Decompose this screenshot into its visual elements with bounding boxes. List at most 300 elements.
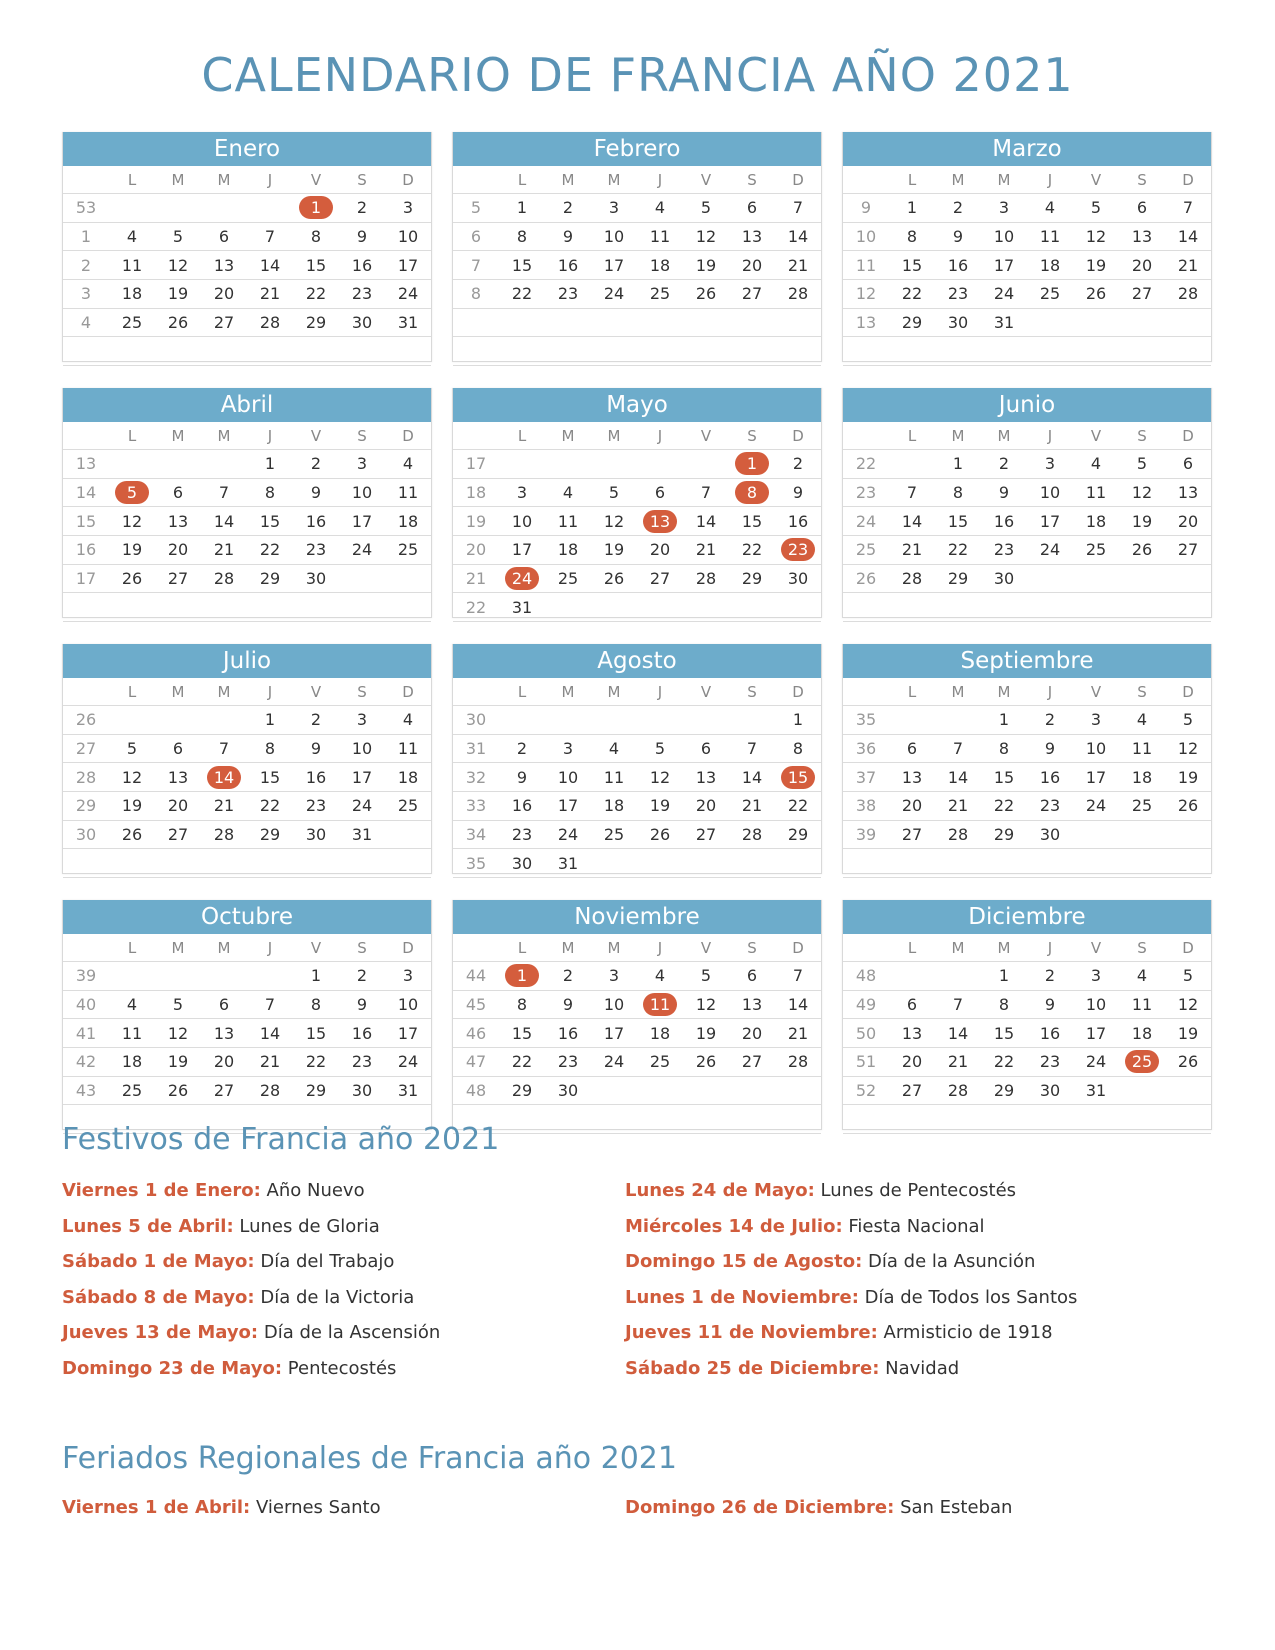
week-number-header <box>63 166 109 194</box>
day-cell: 3 <box>339 450 385 479</box>
day-cell: 20 <box>1119 251 1165 280</box>
week-number: 49 <box>843 990 889 1019</box>
day-cell: 16 <box>775 507 821 536</box>
month-days-table <box>843 934 1211 1134</box>
day-cell <box>201 849 247 878</box>
holiday-day: 24 <box>505 567 539 590</box>
day-cell: 16 <box>545 251 591 280</box>
day-cell: 15 <box>889 251 935 280</box>
day-cell: 8 <box>981 734 1027 763</box>
holiday-entry <box>625 1180 1016 1201</box>
month-septiembre <box>842 644 1212 874</box>
holiday-day: 5 <box>115 481 149 504</box>
week-number <box>63 849 109 878</box>
week-row <box>63 251 431 280</box>
week-row <box>453 280 821 309</box>
weekday-label: D <box>775 166 821 194</box>
day-cell: 17 <box>981 251 1027 280</box>
day-cell: 25 <box>1119 792 1165 821</box>
day-cell: 4 <box>1027 194 1073 223</box>
day-cell: 9 <box>545 990 591 1019</box>
holiday-day: 11 <box>643 993 677 1016</box>
day-cell: 13 <box>201 1019 247 1048</box>
month-name: Septiembre <box>843 644 1211 678</box>
day-cell: 8 <box>247 478 293 507</box>
day-cell: 13 <box>155 763 201 792</box>
day-cell: 31 <box>385 1076 431 1105</box>
day-cell <box>247 194 293 223</box>
day-cell <box>109 849 155 878</box>
day-cell <box>1119 1076 1165 1105</box>
week-number <box>843 337 889 366</box>
day-cell: 2 <box>1027 962 1073 991</box>
day-cell: 17 <box>385 251 431 280</box>
day-cell <box>247 849 293 878</box>
day-cell: 26 <box>1073 280 1119 309</box>
day-cell <box>545 450 591 479</box>
day-cell: 28 <box>1165 280 1211 309</box>
day-cell: 21 <box>683 536 729 565</box>
week-number-header <box>453 422 499 450</box>
holiday-name: Día de Todos los Santos <box>864 1286 1078 1308</box>
day-cell: 22 <box>729 536 775 565</box>
week-row <box>843 194 1211 223</box>
holiday-day: 23 <box>781 538 815 561</box>
week-number: 11 <box>843 251 889 280</box>
day-cell: 3 <box>1027 450 1073 479</box>
day-cell <box>109 706 155 735</box>
day-cell: 26 <box>1165 1048 1211 1077</box>
week-number: 3 <box>63 280 109 309</box>
day-cell: 3 <box>499 478 545 507</box>
day-cell: 19 <box>155 280 201 309</box>
day-cell: 19 <box>1165 1019 1211 1048</box>
month-febrero <box>452 132 822 362</box>
month-days-table <box>843 422 1211 622</box>
day-cell: 10 <box>1027 478 1073 507</box>
weekday-label: L <box>109 422 155 450</box>
week-row <box>63 194 431 223</box>
day-cell: 1 <box>981 706 1027 735</box>
weekday-label: S <box>1119 422 1165 450</box>
holiday-entry <box>62 1497 381 1518</box>
day-cell: 17 <box>499 536 545 565</box>
week-number-header <box>453 166 499 194</box>
day-cell: 3 <box>981 194 1027 223</box>
week-number <box>843 1105 889 1134</box>
week-row <box>843 308 1211 337</box>
weekday-label: J <box>247 934 293 962</box>
day-cell <box>545 308 591 337</box>
day-cell: 10 <box>339 478 385 507</box>
day-cell: 25 <box>1073 536 1119 565</box>
holiday-name: Fiesta Nacional <box>848 1215 985 1237</box>
day-cell: 31 <box>339 820 385 849</box>
week-number: 27 <box>63 734 109 763</box>
day-cell: 14 <box>683 507 729 536</box>
week-row <box>843 706 1211 735</box>
day-cell <box>1073 337 1119 366</box>
day-cell: 7 <box>201 478 247 507</box>
weekday-label: D <box>775 678 821 706</box>
weekday-label: S <box>1119 166 1165 194</box>
day-cell <box>889 1105 935 1134</box>
day-cell <box>109 450 155 479</box>
day-cell: 5 <box>109 734 155 763</box>
day-cell: 14 <box>935 1019 981 1048</box>
day-cell <box>1165 337 1211 366</box>
day-cell: 28 <box>889 564 935 593</box>
holiday-day: 13 <box>643 510 677 533</box>
day-cell: 12 <box>1165 734 1211 763</box>
week-number: 39 <box>63 962 109 991</box>
day-cell: 20 <box>889 1048 935 1077</box>
day-cell: 24 <box>385 1048 431 1077</box>
day-cell: 23 <box>339 280 385 309</box>
week-number <box>843 593 889 622</box>
weekday-label: S <box>729 166 775 194</box>
day-cell: 28 <box>201 564 247 593</box>
weekday-label: J <box>637 678 683 706</box>
month-days-table <box>843 166 1211 366</box>
day-cell <box>729 337 775 366</box>
week-number: 53 <box>63 194 109 223</box>
week-row <box>453 478 821 507</box>
day-cell: 9 <box>293 478 339 507</box>
day-cell: 14 <box>247 251 293 280</box>
week-row <box>453 536 821 565</box>
week-number: 17 <box>453 450 499 479</box>
day-cell <box>935 1105 981 1134</box>
day-cell: 25 <box>637 280 683 309</box>
day-cell: 7 <box>775 962 821 991</box>
week-number: 37 <box>843 763 889 792</box>
weekday-label: M <box>981 422 1027 450</box>
day-cell: 9 <box>775 478 821 507</box>
month-name: Noviembre <box>453 900 821 934</box>
holiday-day: 15 <box>781 766 815 789</box>
week-row <box>843 222 1211 251</box>
week-number: 29 <box>63 792 109 821</box>
holiday-entry <box>625 1251 1035 1272</box>
weekday-label: M <box>981 166 1027 194</box>
day-cell <box>545 337 591 366</box>
day-cell: 4 <box>109 990 155 1019</box>
day-cell: 21 <box>247 1048 293 1077</box>
day-cell: 12 <box>683 222 729 251</box>
week-row <box>843 1048 1211 1077</box>
month-name: Junio <box>843 388 1211 422</box>
day-cell: 25 <box>637 1048 683 1077</box>
week-number: 8 <box>453 280 499 309</box>
day-cell: 30 <box>339 308 385 337</box>
week-row <box>63 1048 431 1077</box>
day-cell <box>1119 308 1165 337</box>
day-cell: 12 <box>109 763 155 792</box>
day-cell: 30 <box>935 308 981 337</box>
day-cell: 30 <box>293 820 339 849</box>
day-cell <box>1165 308 1211 337</box>
day-cell <box>499 337 545 366</box>
week-number-header <box>843 166 889 194</box>
month-enero <box>62 132 432 362</box>
day-cell: 25 <box>1027 280 1073 309</box>
weekday-label: S <box>729 422 775 450</box>
day-cell: 7 <box>201 734 247 763</box>
day-cell: 2 <box>935 194 981 223</box>
day-cell: 17 <box>1073 763 1119 792</box>
day-cell: 22 <box>247 792 293 821</box>
day-cell: 21 <box>201 792 247 821</box>
day-cell <box>385 820 431 849</box>
day-cell <box>637 849 683 878</box>
week-number-header <box>453 678 499 706</box>
day-cell: 8 <box>499 990 545 1019</box>
holiday-entry <box>62 1216 380 1237</box>
day-cell: 7 <box>729 734 775 763</box>
day-cell <box>499 308 545 337</box>
holiday-name: Pentecostés <box>287 1357 397 1379</box>
day-cell: 15 <box>247 763 293 792</box>
week-number: 51 <box>843 1048 889 1077</box>
weekday-label: L <box>889 934 935 962</box>
weekday-label: J <box>637 934 683 962</box>
week-number: 22 <box>843 450 889 479</box>
day-cell: 1 <box>247 450 293 479</box>
day-cell: 27 <box>1165 536 1211 565</box>
month-name: Julio <box>63 644 431 678</box>
day-cell: 6 <box>683 734 729 763</box>
day-cell: 25 <box>109 308 155 337</box>
weekday-label: M <box>545 422 591 450</box>
weekday-header-row <box>843 166 1211 194</box>
day-cell: 14 <box>935 763 981 792</box>
holiday-name: Lunes de Pentecostés <box>820 1180 1017 1201</box>
holiday-entry <box>62 1322 440 1343</box>
weekday-label: S <box>729 678 775 706</box>
weekday-header-row <box>63 678 431 706</box>
day-cell: 28 <box>775 280 821 309</box>
day-cell: 20 <box>729 251 775 280</box>
day-cell: 26 <box>1119 536 1165 565</box>
day-cell: 24 <box>591 280 637 309</box>
day-cell <box>1119 1105 1165 1134</box>
week-row <box>63 507 431 536</box>
festivos-title: Festivos de Francia año 2021 <box>62 1122 500 1157</box>
weekday-label: V <box>293 678 339 706</box>
day-cell <box>729 706 775 735</box>
day-cell: 29 <box>247 820 293 849</box>
day-cell: 25 <box>385 536 431 565</box>
day-cell: 8 <box>499 222 545 251</box>
day-cell <box>201 706 247 735</box>
weekday-label: M <box>201 678 247 706</box>
day-cell: 29 <box>729 564 775 593</box>
weekday-label: M <box>591 934 637 962</box>
day-cell: 15 <box>729 507 775 536</box>
week-number: 34 <box>453 820 499 849</box>
weekday-label: V <box>683 934 729 962</box>
day-cell <box>201 450 247 479</box>
day-cell <box>591 849 637 878</box>
day-cell: 13 <box>889 1019 935 1048</box>
day-cell: 8 <box>889 222 935 251</box>
day-cell: 20 <box>637 536 683 565</box>
holiday-name: Día de la Ascensión <box>263 1322 441 1343</box>
day-cell: 27 <box>201 308 247 337</box>
day-cell: 11 <box>385 734 431 763</box>
weekday-label: S <box>339 166 385 194</box>
week-row <box>63 280 431 309</box>
day-cell: 8 <box>293 222 339 251</box>
holiday-day: 1 <box>299 196 333 219</box>
weekday-label: V <box>1073 166 1119 194</box>
week-row <box>63 593 431 622</box>
week-row <box>63 763 431 792</box>
day-cell: 18 <box>637 251 683 280</box>
day-cell <box>775 763 821 792</box>
holiday-name: Viernes Santo <box>256 1497 381 1518</box>
day-cell: 30 <box>1027 820 1073 849</box>
day-cell: 11 <box>591 763 637 792</box>
week-row <box>453 593 821 622</box>
weekday-label: J <box>1027 678 1073 706</box>
holiday-entry <box>625 1287 1077 1308</box>
day-cell: 24 <box>339 792 385 821</box>
day-cell: 30 <box>545 1076 591 1105</box>
week-row <box>843 792 1211 821</box>
month-abril <box>62 388 432 618</box>
day-cell <box>1119 820 1165 849</box>
week-row <box>843 564 1211 593</box>
day-cell: 27 <box>1119 280 1165 309</box>
day-cell <box>1119 564 1165 593</box>
day-cell <box>155 962 201 991</box>
holiday-date: Jueves 13 de Mayo: <box>62 1322 259 1343</box>
weekday-label: D <box>385 678 431 706</box>
weekday-label: D <box>775 934 821 962</box>
month-diciembre <box>842 900 1212 1130</box>
day-cell: 26 <box>683 1048 729 1077</box>
holiday-date: Sábado 25 de Diciembre: <box>625 1357 880 1379</box>
week-number <box>63 593 109 622</box>
day-cell: 28 <box>247 308 293 337</box>
day-cell: 28 <box>247 1076 293 1105</box>
day-cell: 12 <box>1119 478 1165 507</box>
weekday-label: M <box>545 678 591 706</box>
week-number: 48 <box>843 962 889 991</box>
week-row <box>843 450 1211 479</box>
week-row <box>63 1076 431 1105</box>
day-cell: 5 <box>1165 962 1211 991</box>
day-cell: 21 <box>935 792 981 821</box>
day-cell <box>1027 849 1073 878</box>
day-cell: 10 <box>499 507 545 536</box>
day-cell: 4 <box>109 222 155 251</box>
day-cell <box>775 849 821 878</box>
weekday-label: M <box>545 934 591 962</box>
day-cell <box>1073 820 1119 849</box>
day-cell: 22 <box>935 536 981 565</box>
holiday-entry <box>62 1358 396 1379</box>
day-cell: 6 <box>1165 450 1211 479</box>
day-cell: 3 <box>1073 706 1119 735</box>
day-cell: 24 <box>545 820 591 849</box>
day-cell: 24 <box>1073 1048 1119 1077</box>
weekday-label: S <box>339 678 385 706</box>
holiday-date: Jueves 11 de Noviembre: <box>625 1322 878 1343</box>
day-cell <box>889 706 935 735</box>
day-cell <box>775 1105 821 1134</box>
week-number-header <box>843 678 889 706</box>
day-cell: 25 <box>545 564 591 593</box>
day-cell: 13 <box>729 222 775 251</box>
day-cell: 14 <box>201 507 247 536</box>
day-cell: 12 <box>683 990 729 1019</box>
holiday-name: Año Nuevo <box>266 1180 365 1201</box>
week-number: 39 <box>843 820 889 849</box>
day-cell: 9 <box>293 734 339 763</box>
day-cell: 11 <box>385 478 431 507</box>
weekday-label: S <box>729 934 775 962</box>
day-cell: 26 <box>1165 792 1211 821</box>
holiday-entry <box>625 1216 985 1237</box>
day-cell: 5 <box>1165 706 1211 735</box>
day-cell <box>385 337 431 366</box>
day-cell: 6 <box>729 962 775 991</box>
week-number: 4 <box>63 308 109 337</box>
week-row <box>843 507 1211 536</box>
day-cell <box>201 337 247 366</box>
weekday-label: D <box>775 422 821 450</box>
weekday-label: J <box>1027 166 1073 194</box>
weekday-header-row <box>63 934 431 962</box>
day-cell: 10 <box>981 222 1027 251</box>
holiday-name: Lunes de Gloria <box>239 1215 380 1237</box>
day-cell: 27 <box>155 564 201 593</box>
day-cell: 24 <box>385 280 431 309</box>
holiday-day: 1 <box>735 452 769 475</box>
day-cell: 9 <box>545 222 591 251</box>
weekday-header-row <box>453 166 821 194</box>
day-cell: 7 <box>247 222 293 251</box>
weekday-label: L <box>109 934 155 962</box>
weekday-header-row <box>843 934 1211 962</box>
day-cell: 29 <box>981 1076 1027 1105</box>
day-cell: 4 <box>385 706 431 735</box>
weekday-label: S <box>1119 678 1165 706</box>
day-cell <box>339 849 385 878</box>
day-cell: 29 <box>889 308 935 337</box>
day-cell: 29 <box>981 820 1027 849</box>
day-cell: 23 <box>293 792 339 821</box>
holiday-date: Viernes 1 de Enero: <box>62 1180 261 1201</box>
holiday-date: Viernes 1 de Abril: <box>62 1497 251 1518</box>
weekday-label: M <box>591 166 637 194</box>
day-cell: 1 <box>981 962 1027 991</box>
day-cell: 4 <box>1119 706 1165 735</box>
week-number-header <box>63 934 109 962</box>
day-cell <box>201 763 247 792</box>
holiday-name: San Esteban <box>900 1497 1013 1518</box>
month-name: Diciembre <box>843 900 1211 934</box>
month-octubre <box>62 900 432 1130</box>
week-row <box>453 1048 821 1077</box>
weekday-label: M <box>545 166 591 194</box>
holiday-name: Día del Trabajo <box>260 1251 395 1272</box>
week-row <box>63 478 431 507</box>
day-cell: 4 <box>591 734 637 763</box>
